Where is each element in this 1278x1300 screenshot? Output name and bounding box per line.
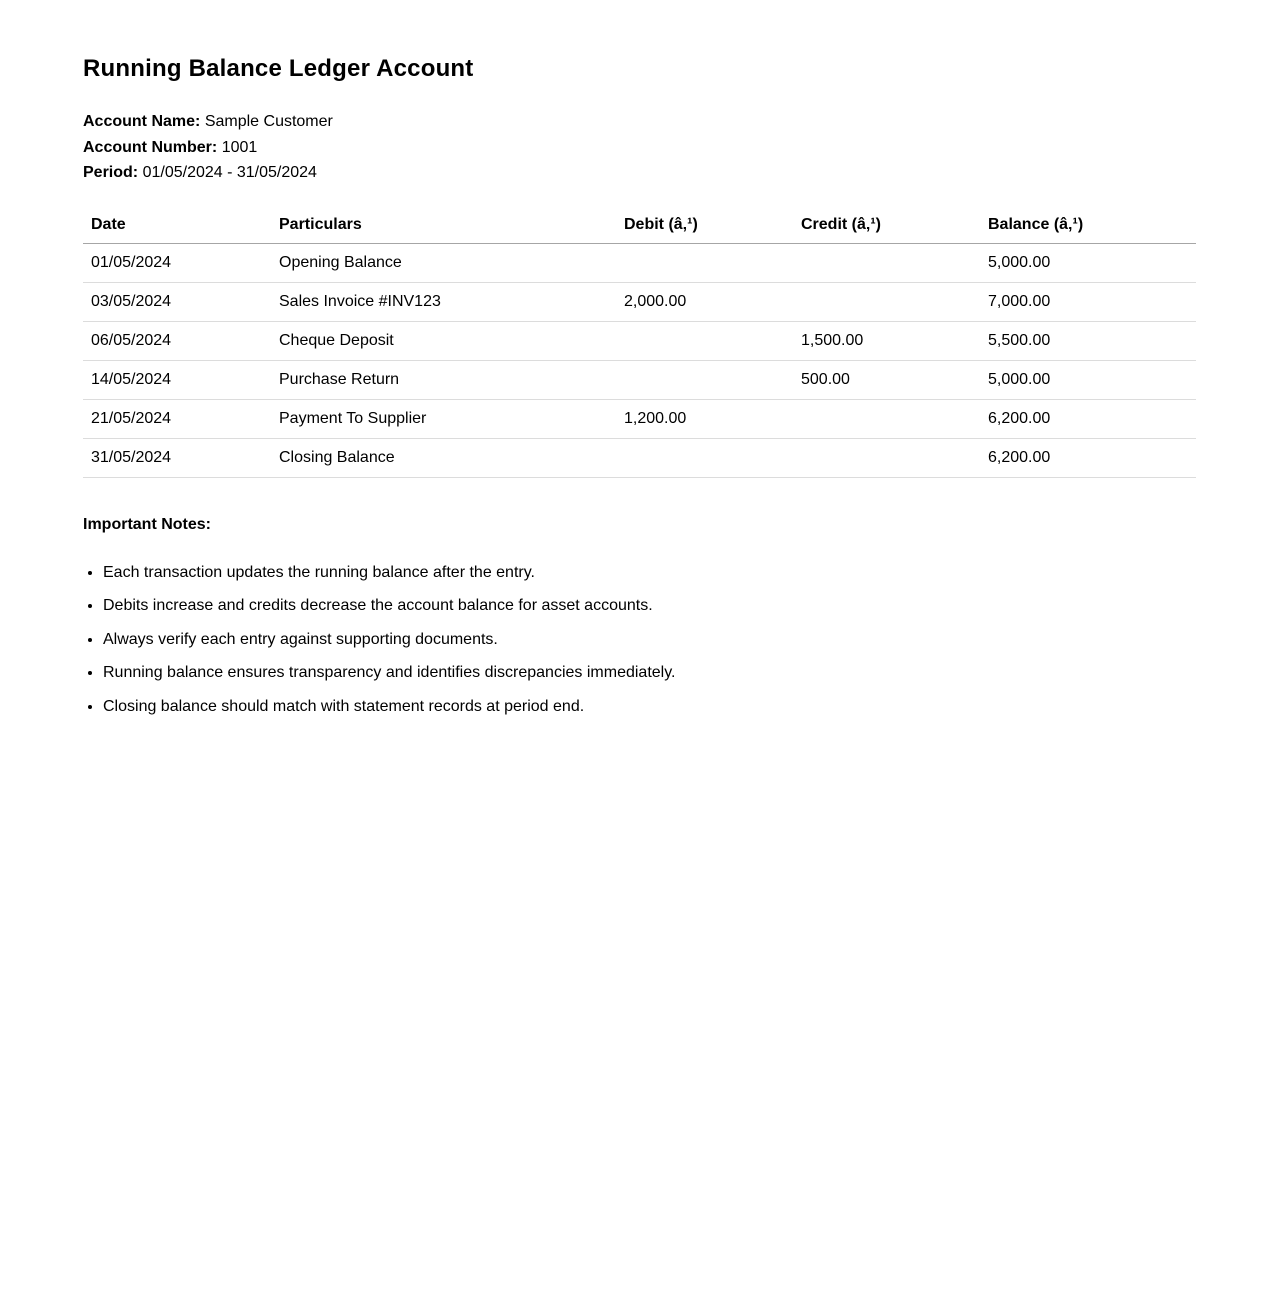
- cell-credit: [793, 243, 980, 282]
- cell-credit: [793, 399, 980, 438]
- column-header-debit: Debit (â‚¹): [616, 217, 793, 244]
- cell-debit: [616, 243, 793, 282]
- table-row: [83, 282, 1196, 321]
- cell-particulars: Closing Balance: [271, 438, 616, 477]
- cell-credit: 1,500.00: [793, 321, 980, 360]
- cell-debit: 1,200.00: [616, 399, 793, 438]
- note-item: • Running balance ensures transparency and identifies discrepancies immediately.: [103, 663, 1196, 684]
- cell-particulars: Purchase Return: [271, 360, 616, 399]
- table-header-row: [83, 217, 1196, 244]
- cell-balance: 5,000.00: [980, 360, 1196, 399]
- period-line: [83, 160, 1196, 186]
- account-number-line: [83, 135, 1196, 161]
- period-value: 01/05/2024 - 31/05/2024: [142, 164, 317, 181]
- cell-credit: [793, 438, 980, 477]
- cell-particulars: Sales Invoice #INV123: [271, 282, 616, 321]
- ledger-table: [83, 217, 1196, 478]
- note-item: • Always verify each entry against supporting documents.: [103, 630, 1196, 651]
- column-header-particulars: Particulars: [271, 217, 616, 244]
- cell-balance: 7,000.00: [980, 282, 1196, 321]
- column-header-credit: Credit (â‚¹): [793, 217, 980, 244]
- account-name-label: Account Name:: [83, 113, 201, 130]
- cell-particulars: Payment To Supplier: [271, 399, 616, 438]
- notes-heading: Important Notes:: [83, 515, 211, 533]
- notes-list: [83, 563, 1196, 718]
- cell-date: 31/05/2024: [83, 438, 271, 477]
- note-item: • Debits increase and credits decrease the account balance for asset accounts.: [103, 596, 1196, 617]
- column-header-date: Date: [83, 217, 271, 244]
- cell-date: 21/05/2024: [83, 399, 271, 438]
- cell-balance: 6,200.00: [980, 438, 1196, 477]
- cell-debit: 2,000.00: [616, 282, 793, 321]
- account-name-value: Sample Customer: [204, 113, 333, 130]
- table-row: [83, 399, 1196, 438]
- cell-credit: 500.00: [793, 360, 980, 399]
- table-row: [83, 438, 1196, 477]
- cell-balance: 6,200.00: [980, 399, 1196, 438]
- account-name-line: [83, 109, 1196, 135]
- cell-balance: 5,000.00: [980, 243, 1196, 282]
- cell-debit: [616, 438, 793, 477]
- table-row: [83, 243, 1196, 282]
- cell-particulars: Cheque Deposit: [271, 321, 616, 360]
- column-header-balance: Balance (â‚¹): [980, 217, 1196, 244]
- page-title: Running Balance Ledger Account: [83, 55, 474, 82]
- note-item: • Each transaction updates the running balance after the entry.: [103, 563, 1196, 584]
- cell-date: 06/05/2024: [83, 321, 271, 360]
- table-row: [83, 360, 1196, 399]
- account-number-label: Account Number:: [83, 138, 218, 156]
- cell-credit: [793, 282, 980, 321]
- cell-debit: [616, 321, 793, 360]
- cell-date: 03/05/2024: [83, 282, 271, 321]
- period-label: Period:: [83, 164, 139, 181]
- cell-balance: 5,500.00: [980, 321, 1196, 360]
- cell-debit: [616, 360, 793, 399]
- cell-date: 01/05/2024: [83, 243, 271, 282]
- table-row: [83, 321, 1196, 360]
- cell-date: 14/05/2024: [83, 360, 271, 399]
- note-item: • Closing balance should match with statement records at period end.: [103, 697, 1196, 718]
- account-meta: [83, 109, 1196, 186]
- cell-particulars: Opening Balance: [271, 243, 616, 282]
- account-number-value: 1001: [221, 138, 258, 156]
